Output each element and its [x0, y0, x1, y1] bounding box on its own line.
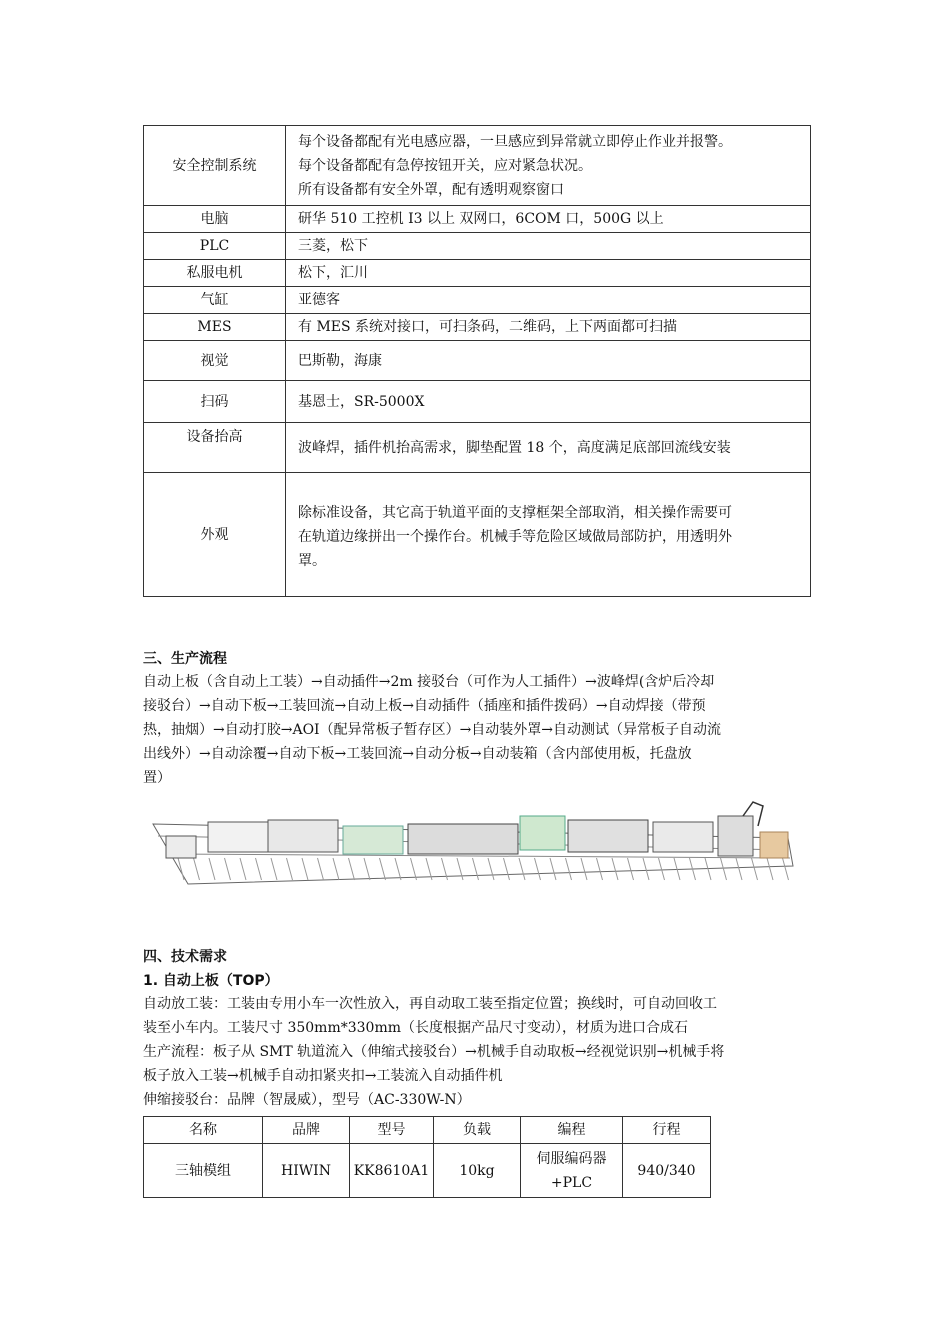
- rail-tick: [209, 858, 215, 880]
- equipment-spec-table: [143, 125, 811, 597]
- text-line: 生产流程：板子从 SMT 轨道流入（伸缩式接驳台）→机械手自动取板→经视觉识别→机械手将: [143, 1044, 725, 1060]
- table-row: [144, 473, 811, 597]
- spec-key: 私服电机: [144, 260, 286, 287]
- table-row: [144, 233, 811, 260]
- column-header: 品牌: [263, 1117, 350, 1144]
- table-row: [144, 423, 811, 473]
- spec-value: [286, 126, 811, 206]
- spec-value-line: 除标准设备，其它高于轨道平面的支撑框架全部取消，相关操作需要可: [298, 505, 732, 521]
- rail-tick: [519, 858, 525, 880]
- text-line: 出线外）→自动涂覆→自动下板→工装回流→自动分板→自动装箱（含内部使用板，托盘放: [143, 746, 692, 762]
- column-header: 型号: [350, 1117, 434, 1144]
- rail-tick: [504, 858, 510, 880]
- process-flow-text: [143, 670, 813, 790]
- column-header: 名称: [144, 1117, 263, 1144]
- subsection-heading: 1. 自动上板（TOP）: [143, 973, 279, 989]
- section-heading: 三、生产流程: [143, 651, 227, 667]
- rail-tick: [240, 858, 246, 880]
- rail-tick: [318, 858, 324, 880]
- rail-tick: [333, 858, 339, 880]
- rail-tick: [256, 858, 262, 880]
- spec-value-line: 罩。: [298, 553, 326, 569]
- spec-value-line: 每个设备都配有急停按钮开关，应对紧急状况。: [298, 157, 592, 174]
- column-header: 行程: [623, 1117, 711, 1144]
- spec-key: 设备抬高: [144, 423, 286, 473]
- table-header-row: [144, 1117, 711, 1144]
- spec-key: 外观: [144, 473, 286, 597]
- rail-tick: [767, 858, 773, 880]
- rail-tick: [380, 858, 386, 880]
- rail-tick: [612, 858, 618, 880]
- rail-tick: [473, 858, 479, 880]
- table-row: [144, 1144, 711, 1198]
- rail-tick: [271, 858, 277, 880]
- rail-tick: [643, 858, 649, 880]
- production-line-illustration: [148, 796, 808, 896]
- spec-value: 亚德客: [286, 287, 811, 314]
- column-header: 负载: [434, 1117, 521, 1144]
- table-cell: 三轴模组: [144, 1144, 263, 1198]
- rail-tick: [566, 858, 572, 880]
- rail-tick: [581, 858, 587, 880]
- table-row: [144, 260, 811, 287]
- spec-key: 安全控制系统: [144, 126, 286, 206]
- spec-value: 波峰焊，插件机抬高需求，脚垫配置 18 个，高度满足底部回流线安装: [286, 423, 811, 473]
- rail-tick: [752, 858, 758, 880]
- spec-value: 有 MES 系统对接口，可扫条码，二维码，上下两面都可扫描: [286, 314, 811, 341]
- spec-key: PLC: [144, 233, 286, 260]
- table-row: [144, 314, 811, 341]
- table-row: [144, 381, 811, 423]
- spec-value: 三菱，松下: [286, 233, 811, 260]
- text-line: 装至小车内。工装尺寸 350mm*330mm（长度根据产品尺寸变动），材质为进口合成石: [143, 1020, 688, 1036]
- table-row: [144, 206, 811, 233]
- text-line: 热，抽烟）→自动打胶→AOI（配异常板子暂存区）→自动装外罩→自动测试（异常板子自动流: [143, 722, 722, 738]
- text-line: 伸缩接驳台：品牌（智晟威），型号（AC-330W-N）: [143, 1092, 471, 1108]
- rail-tick: [194, 858, 200, 880]
- table-row: [144, 341, 811, 381]
- table-cell: KK8610A1: [350, 1144, 434, 1198]
- rail-tick: [225, 858, 231, 880]
- rail-tick: [628, 858, 634, 880]
- rail-tick: [287, 858, 293, 880]
- table-cell: 10kg: [434, 1144, 521, 1198]
- rail-tick: [349, 858, 355, 880]
- spec-key: 视觉: [144, 341, 286, 381]
- rail-tick: [457, 858, 463, 880]
- table-row: [144, 287, 811, 314]
- rail-tick: [364, 858, 370, 880]
- rail-tick: [535, 858, 541, 880]
- table-row: [144, 126, 811, 206]
- table-cell: HIWIN: [263, 1144, 350, 1198]
- spec-value: 松下，汇川: [286, 260, 811, 287]
- text-line: 自动上板（含自动上工装）→自动插件→2m 接驳台（可作为人工插件）→波峰焊(含炉后冷却: [143, 674, 715, 690]
- spec-value-line: 在轨道边缘拼出一个操作台。机械手等危险区域做局部防护，用透明外: [298, 529, 732, 545]
- rail-tick: [302, 858, 308, 880]
- spec-key: MES: [144, 314, 286, 341]
- text-line: 板子放入工装→机械手自动扣紧夹扣→工装流入自动插件机: [143, 1068, 503, 1084]
- table-cell: 伺服编码器 +PLC: [521, 1144, 623, 1198]
- text-line: 自动放工装：工装由专用小车一次性放入，再自动取工装至指定位置；换线时，可自动回收工: [143, 996, 717, 1012]
- auto-loading-text: [143, 992, 813, 1112]
- spec-key: 电脑: [144, 206, 286, 233]
- spec-value-line: 所有设备都有安全外罩，配有透明观察窗口: [298, 181, 564, 198]
- table-cell: 940/340: [623, 1144, 711, 1198]
- module-params-table: [143, 1116, 711, 1198]
- rail-tick: [659, 858, 665, 880]
- rail-tick: [783, 858, 789, 880]
- text-line: 置）: [143, 770, 171, 786]
- spec-value: [286, 473, 811, 597]
- rail-tick: [395, 858, 401, 880]
- rail-tick: [736, 858, 742, 880]
- rail-tick: [597, 858, 603, 880]
- spec-value-line: 每个设备都配有光电感应器，一旦感应到异常就立即停止作业并报警。: [298, 133, 732, 150]
- section-heading: 四、技术需求: [143, 949, 227, 965]
- column-header: 编程: [521, 1117, 623, 1144]
- spec-value: 基恩士，SR-5000X: [286, 381, 811, 423]
- spec-value: 研华 510 工控机 I3 以上 双网口，6COM 口，500G 以上: [286, 206, 811, 233]
- spec-key: 扫码: [144, 381, 286, 423]
- spec-value: 巴斯勒，海康: [286, 341, 811, 381]
- text-line: 接驳台）→自动下板→工装回流→自动上板→自动插件（插座和插件拨码）→自动焊接（带预: [143, 698, 706, 714]
- spec-key: 气缸: [144, 287, 286, 314]
- rail-tick: [721, 858, 727, 880]
- rail-tick: [411, 858, 417, 880]
- rail-tick: [488, 858, 494, 880]
- rail-tick: [550, 858, 556, 880]
